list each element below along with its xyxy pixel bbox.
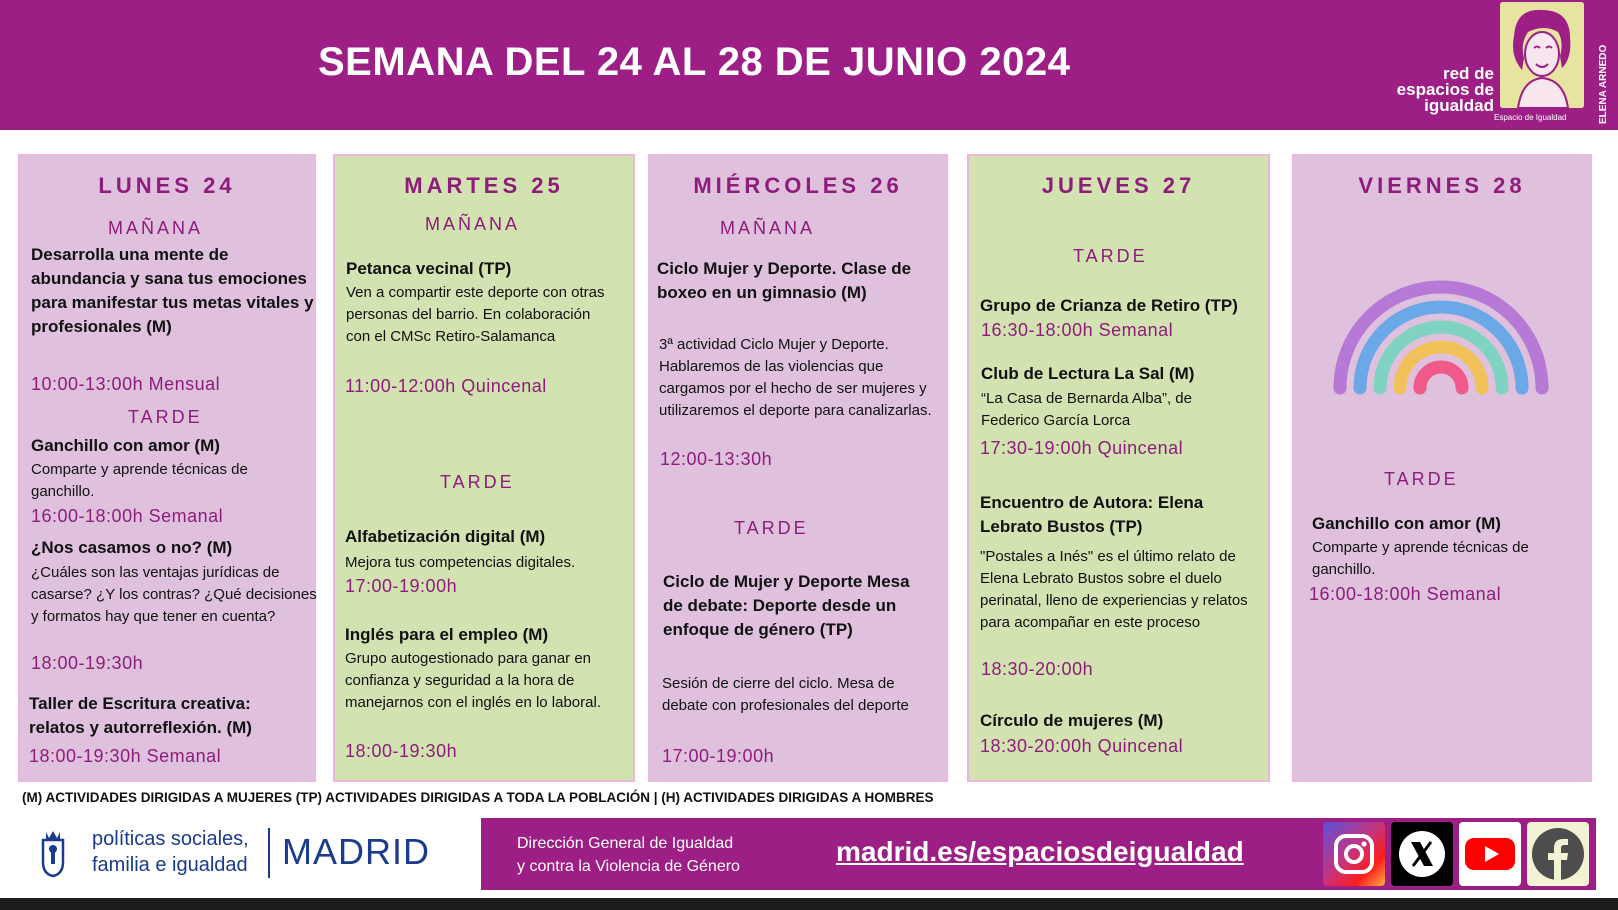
day-column-tuesday xyxy=(333,154,635,782)
rainbow-icon xyxy=(1328,270,1554,398)
day-heading: VIERNES 28 xyxy=(1358,173,1526,198)
portrait-logo-icon xyxy=(1500,2,1584,108)
activity-description: Mejora tus competencias digitales. xyxy=(345,554,576,571)
afternoon-label: TARDE xyxy=(734,518,809,538)
madrid-logo xyxy=(20,818,480,890)
morning-label: MAÑANA xyxy=(425,214,521,234)
activity-time: 18:30-20:00h xyxy=(981,659,1094,679)
day-column-thursday xyxy=(967,154,1270,782)
activity-description: Sesión de cierre del ciclo. Mesa de debate con profesionales del deporte xyxy=(662,675,909,714)
activity-time: 17:00-19:00h xyxy=(345,576,458,596)
activity-time: 16:30-18:00h Semanal xyxy=(981,320,1174,340)
day-heading: LUNES 24 xyxy=(98,173,236,198)
instagram-icon[interactable] xyxy=(1323,822,1385,886)
activity-time: 18:00-19:30h xyxy=(31,653,144,673)
activity-title: Inglés para el empleo (M) xyxy=(345,625,549,644)
logo-name-vertical: ELENA ARNEDO xyxy=(1598,44,1609,124)
activity-description: “La Casa de Bernarda Alba”, de Federico García Lorca xyxy=(981,390,1192,429)
bottom-bar xyxy=(0,898,1618,910)
day-heading: JUEVES 27 xyxy=(1041,173,1196,198)
page-title: SEMANA DEL 24 AL 28 DE JUNIO 2024 xyxy=(318,40,1071,84)
org-line: familia e igualdad xyxy=(92,854,248,876)
day-heading: MIÉRCOLES 26 xyxy=(693,173,903,198)
day-heading: MARTES 25 xyxy=(404,173,564,198)
activity-description: Comparte y aprende técnicas de ganchillo. xyxy=(31,461,248,500)
activity-title: Círculo de mujeres (M) xyxy=(980,711,1164,730)
activity-description: Grupo autogestionado para ganar en confianza y seguridad a la hora de manejarnos con el inglés en lo laboral. xyxy=(345,650,601,711)
facebook-icon[interactable] xyxy=(1527,822,1589,886)
activity-description: "Postales a Inés" es el último relato de Elena Lebrato Bustos sobre el duelo perinatal, lleno de experiencias y relatos para acompañar en este proceso xyxy=(980,548,1248,631)
activity-title: Ciclo Mujer y Deporte. Clase de boxeo en un gimnasio (M) xyxy=(657,259,912,302)
activity-description: 3ª actividad Ciclo Mujer y Deporte. Hablaremos de las violencias que cargamos por el hecho de ser mujeres y utilizaremos el deporte para canalizarlas. xyxy=(659,336,932,419)
activity-title: Grupo de Crianza de Retiro (TP) xyxy=(980,296,1238,315)
activity-time: 17:30-19:00h Quincenal xyxy=(980,438,1184,458)
org-line: políticas sociales, xyxy=(92,828,249,850)
direction-line: y contra la Violencia de Género xyxy=(517,858,740,875)
madrid-shield-icon xyxy=(38,828,68,878)
logo-divider xyxy=(268,828,270,878)
activity-title: Petanca vecinal (TP) xyxy=(346,259,512,278)
x-icon[interactable] xyxy=(1391,822,1453,886)
activity-description: ¿Cuáles son las ventajas jurídicas de casarse? ¿Y los contras? ¿Qué decisiones y formatos hay que tener en cuenta? xyxy=(31,564,317,625)
activity-title: ¿Nos casamos o no? (M) xyxy=(31,538,233,557)
activity-time: 18:00-19:30h Semanal xyxy=(29,746,222,766)
afternoon-label: TARDE xyxy=(1073,246,1148,266)
activity-title: Ganchillo con amor (M) xyxy=(1312,514,1501,533)
espacios-igualdad-logo xyxy=(1376,0,1618,130)
activity-time: 12:00-13:30h xyxy=(660,449,773,469)
afternoon-label: TARDE xyxy=(1384,469,1459,489)
morning-label: MAÑANA xyxy=(108,218,204,238)
youtube-icon[interactable] xyxy=(1459,822,1521,886)
activity-title: Encuentro de Autora: Elena Lebrato Bustos (TP) xyxy=(980,493,1204,536)
activity-title: Ganchillo con amor (M) xyxy=(31,436,220,455)
activity-title: Ciclo de Mujer y Deporte Mesa de debate: Deporte desde un enfoque de género (TP) xyxy=(663,572,910,639)
activity-title: Club de Lectura La Sal (M) xyxy=(981,364,1195,383)
day-column-monday xyxy=(18,154,316,782)
legend-text: (M) ACTIVIDADES DIRIGIDAS A MUJERES (TP) ACTIVIDADES DIRIGIDAS A TODA LA POBLACIÓN | (H) ACTIVIDADES DIRIGIDAS A HOMBRES xyxy=(22,790,934,805)
activity-time: 11:00-12:00h Quincenal xyxy=(345,376,547,396)
website-link[interactable]: madrid.es/espaciosdeigualdad xyxy=(836,836,1244,867)
activity-title: Alfabetización digital (M) xyxy=(345,527,546,546)
day-column-friday xyxy=(1292,154,1592,782)
activity-time: 10:00-13:00h Mensual xyxy=(31,374,221,394)
activity-description: Ven a compartir este deporte con otras personas del barrio. En colaboración con el CMSc Retiro-Salamanca xyxy=(346,284,605,345)
activity-title: Taller de Escritura creativa: relatos y autorreflexión. (M) xyxy=(29,694,252,737)
activity-time: 18:00-19:30h xyxy=(345,741,458,761)
activity-title: Desarrolla una mente de abundancia y sana tus emociones para manifestar tus metas vitales y profesionales (M) xyxy=(31,245,314,336)
activity-time: 16:00-18:00h Semanal xyxy=(31,506,224,526)
logo-red-text: red de espacios de igualdad xyxy=(1396,64,1494,115)
morning-label: MAÑANA xyxy=(720,218,816,238)
afternoon-label: TARDE xyxy=(128,407,203,427)
activity-time: 18:30-20:00h Quincenal xyxy=(980,736,1184,756)
org-name xyxy=(92,826,249,878)
activity-time: 17:00-19:00h xyxy=(662,746,775,766)
activity-time: 16:00-18:00h Semanal xyxy=(1309,584,1502,604)
footer-band xyxy=(481,818,1596,890)
activity-description: Comparte y aprende técnicas de ganchillo. xyxy=(1312,539,1529,578)
day-column-wednesday xyxy=(648,154,948,782)
direction-line: Dirección General de Igualdad xyxy=(517,835,734,852)
header-banner xyxy=(0,0,1618,130)
afternoon-label: TARDE xyxy=(440,472,515,492)
direction-text xyxy=(517,832,740,878)
madrid-wordmark: MADRID xyxy=(282,831,430,872)
logo-subtitle: Espacio de Igualdad xyxy=(1494,113,1567,122)
